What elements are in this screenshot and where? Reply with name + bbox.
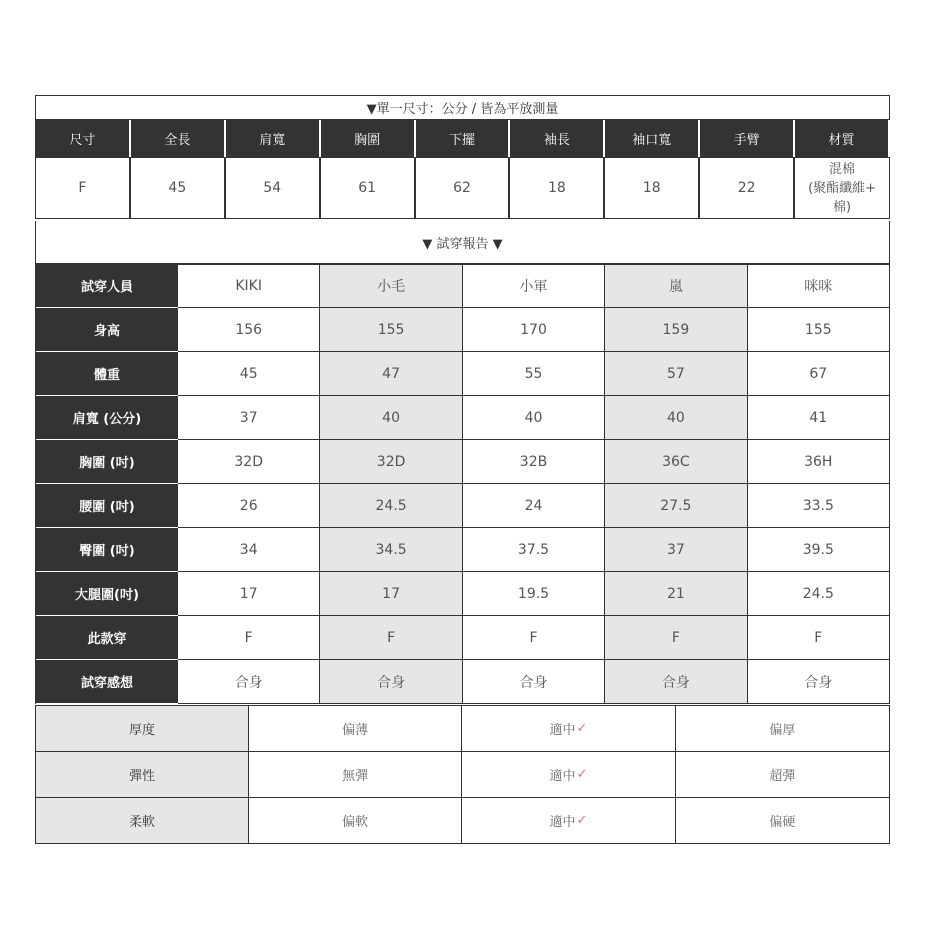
try-on-cell: 47 bbox=[320, 352, 462, 396]
try-on-cell: 39.5 bbox=[748, 528, 890, 572]
fabric-option bbox=[676, 798, 889, 844]
try-on-row-label: 胸圍 (吋) bbox=[36, 440, 178, 484]
try-on-cell: 咪咪 bbox=[748, 264, 890, 308]
try-on-cell: 40 bbox=[463, 396, 605, 440]
fabric-option bbox=[676, 706, 889, 752]
try-on-cell: 小毛 bbox=[320, 264, 462, 308]
try-on-cell: 170 bbox=[463, 308, 605, 352]
try-on-cell: 合身 bbox=[748, 660, 890, 704]
fabric-option-label: 無彈 bbox=[342, 769, 369, 784]
size-value: 62 bbox=[416, 157, 511, 219]
size-chart bbox=[35, 95, 890, 844]
try-on-row-label: 試穿人員 bbox=[36, 264, 178, 308]
try-on-cell: 40 bbox=[320, 396, 462, 440]
fabric-row-label: 厚度 bbox=[36, 706, 249, 752]
try-on-cell: 19.5 bbox=[463, 572, 605, 616]
size-header: 下擺 bbox=[416, 120, 511, 157]
try-on-row-label: 肩寬 (公分) bbox=[36, 396, 178, 440]
try-on-cell: KIKI bbox=[178, 264, 320, 308]
fabric-option-label: 適中 bbox=[549, 723, 576, 738]
fabric-option bbox=[462, 798, 675, 844]
try-on-cell: 32D bbox=[320, 440, 462, 484]
try-on-table bbox=[35, 264, 890, 704]
checkmark-icon: ✓ bbox=[576, 767, 588, 782]
size-header: 胸圍 bbox=[321, 120, 416, 157]
size-table-title: ▼單一尺寸：公分 / 皆為平放測量 bbox=[35, 95, 890, 119]
fabric-option-label: 超彈 bbox=[769, 769, 796, 784]
size-header: 全長 bbox=[131, 120, 226, 157]
try-on-row-label: 大腿圍(吋) bbox=[36, 572, 178, 616]
material-value: 混棉 (聚酯纖維+ 棉) bbox=[795, 157, 890, 219]
try-on-cell: 合身 bbox=[463, 660, 605, 704]
fabric-option bbox=[462, 706, 675, 752]
try-on-cell: 67 bbox=[748, 352, 890, 396]
try-on-cell: 159 bbox=[605, 308, 747, 352]
try-on-row-label: 此款穿 bbox=[36, 616, 178, 660]
try-on-cell: 34.5 bbox=[320, 528, 462, 572]
try-on-cell: 36H bbox=[748, 440, 890, 484]
try-on-cell: 45 bbox=[178, 352, 320, 396]
size-value: F bbox=[36, 157, 131, 219]
size-header: 材質 bbox=[795, 120, 890, 157]
size-value: 61 bbox=[321, 157, 416, 219]
size-value: 18 bbox=[605, 157, 700, 219]
size-header: 肩寬 bbox=[226, 120, 321, 157]
try-on-cell: 37 bbox=[178, 396, 320, 440]
fabric-option-label: 偏硬 bbox=[769, 815, 796, 830]
try-on-cell: 55 bbox=[463, 352, 605, 396]
fabric-option-label: 適中 bbox=[549, 769, 576, 784]
try-on-cell: 嵐 bbox=[605, 264, 747, 308]
fabric-option bbox=[249, 752, 462, 798]
try-on-cell: F bbox=[748, 616, 890, 660]
try-on-cell: 33.5 bbox=[748, 484, 890, 528]
try-on-cell: 155 bbox=[748, 308, 890, 352]
try-on-row-label: 體重 bbox=[36, 352, 178, 396]
try-on-row-label: 腰圍 (吋) bbox=[36, 484, 178, 528]
size-value: 18 bbox=[510, 157, 605, 219]
try-on-cell: 17 bbox=[320, 572, 462, 616]
fabric-option-label: 偏薄 bbox=[342, 723, 369, 738]
fabric-option bbox=[676, 752, 889, 798]
try-on-cell: 27.5 bbox=[605, 484, 747, 528]
try-on-cell: 41 bbox=[748, 396, 890, 440]
try-on-cell: 小軍 bbox=[463, 264, 605, 308]
try-on-cell: 37.5 bbox=[463, 528, 605, 572]
try-on-cell: 155 bbox=[320, 308, 462, 352]
size-value: 54 bbox=[226, 157, 321, 219]
fabric-option-label: 偏厚 bbox=[769, 723, 796, 738]
try-on-cell: 合身 bbox=[320, 660, 462, 704]
try-on-cell: 34 bbox=[178, 528, 320, 572]
try-on-cell: 156 bbox=[178, 308, 320, 352]
checkmark-icon: ✓ bbox=[576, 813, 588, 828]
try-on-cell: 24.5 bbox=[748, 572, 890, 616]
try-on-cell: 57 bbox=[605, 352, 747, 396]
size-value: 45 bbox=[131, 157, 226, 219]
size-value: 22 bbox=[700, 157, 795, 219]
try-on-cell: 32B bbox=[463, 440, 605, 484]
fabric-option-label: 適中 bbox=[549, 815, 576, 830]
checkmark-icon: ✓ bbox=[576, 721, 588, 736]
try-on-row-label: 身高 bbox=[36, 308, 178, 352]
try-on-cell: F bbox=[320, 616, 462, 660]
try-on-cell: 24.5 bbox=[320, 484, 462, 528]
size-header: 尺寸 bbox=[36, 120, 131, 157]
fabric-row-label: 柔軟 bbox=[36, 798, 249, 844]
size-header: 袖口寬 bbox=[605, 120, 700, 157]
size-table bbox=[35, 119, 890, 219]
fabric-option bbox=[249, 798, 462, 844]
fabric-row-label: 彈性 bbox=[36, 752, 249, 798]
fabric-table bbox=[35, 705, 890, 844]
fabric-option-label: 偏軟 bbox=[342, 815, 369, 830]
try-on-cell: 37 bbox=[605, 528, 747, 572]
try-on-cell: 合身 bbox=[178, 660, 320, 704]
try-on-cell: 21 bbox=[605, 572, 747, 616]
try-on-cell: 24 bbox=[463, 484, 605, 528]
try-on-cell: F bbox=[463, 616, 605, 660]
try-on-cell: 合身 bbox=[605, 660, 747, 704]
try-on-cell: 40 bbox=[605, 396, 747, 440]
try-on-title: ▼ 試穿報告 ▼ bbox=[35, 221, 890, 264]
try-on-cell: 17 bbox=[178, 572, 320, 616]
fabric-option bbox=[462, 752, 675, 798]
try-on-cell: 26 bbox=[178, 484, 320, 528]
size-header: 手臂 bbox=[700, 120, 795, 157]
size-header: 袖長 bbox=[510, 120, 605, 157]
fabric-option bbox=[249, 706, 462, 752]
try-on-row-label: 試穿感想 bbox=[36, 660, 178, 704]
try-on-row-label: 臀圍 (吋) bbox=[36, 528, 178, 572]
try-on-cell: 32D bbox=[178, 440, 320, 484]
try-on-cell: F bbox=[605, 616, 747, 660]
try-on-cell: 36C bbox=[605, 440, 747, 484]
try-on-cell: F bbox=[178, 616, 320, 660]
